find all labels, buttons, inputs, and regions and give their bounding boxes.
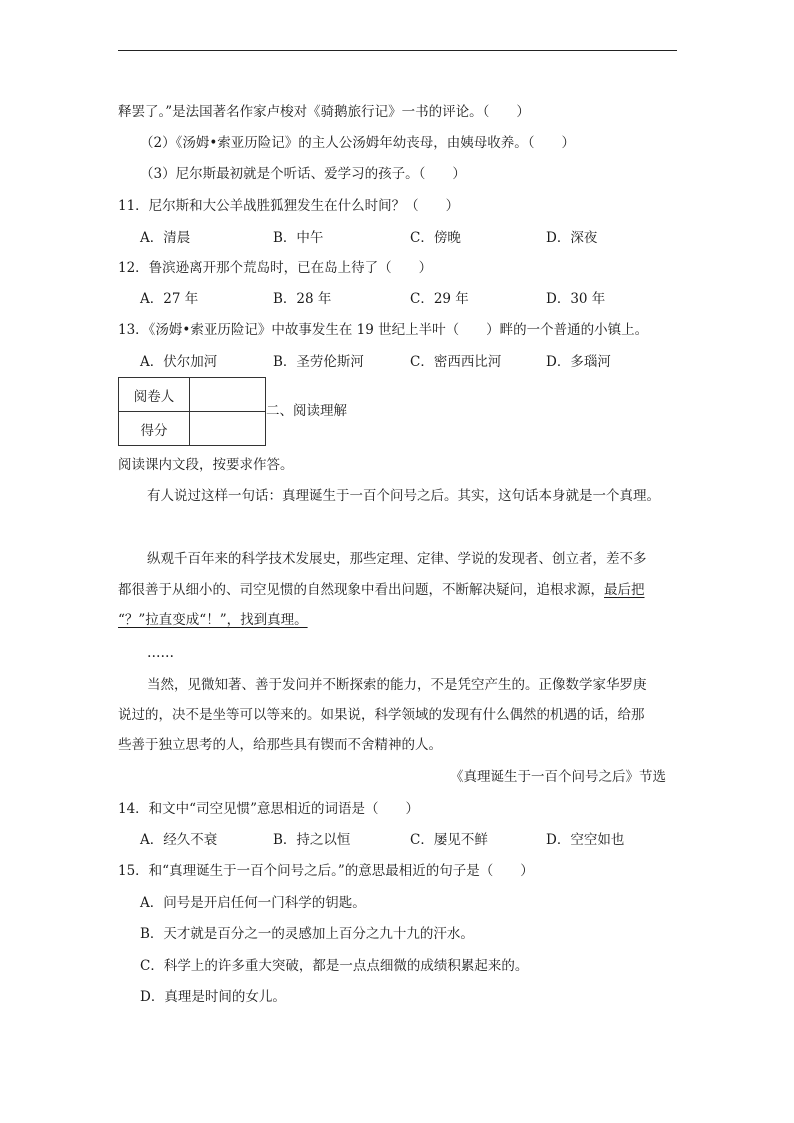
question-13-stem: 13．《汤姆•索亚历险记》中故事发生在 19 世纪上半叶（ ）畔的一个普通的小镇上。 xyxy=(118,322,649,338)
option-b: B．天才就是百分之一的灵感加上百分之九十九的汗水。 xyxy=(140,926,474,942)
option-a: A．清晨 xyxy=(140,230,191,246)
section-title: 二、阅读理解 xyxy=(266,403,347,419)
passage-paragraph-1: 有人说过这样一句话：真理诞生于一百个问号之后。其实，这句话本身就是一个真理。 xyxy=(147,488,660,504)
option-c: C．密西西比河 xyxy=(410,354,502,370)
option-c: C．29 年 xyxy=(410,291,469,307)
reviewer-label: 阅卷人 xyxy=(119,378,190,412)
option-b: B．28 年 xyxy=(273,291,332,307)
underlined-sentence: 最后把 xyxy=(604,582,645,598)
option-c: C．屡见不鲜 xyxy=(410,832,488,848)
question-item-3: （3）尼尔斯最初就是个听话、爱学习的孩子。（ ） xyxy=(140,166,466,182)
option-b: B．圣劳伦斯河 xyxy=(273,354,364,370)
option-d: D．真理是时间的女儿。 xyxy=(140,989,286,1005)
option-d: D．多瑙河 xyxy=(546,354,611,370)
option-d: D．30 年 xyxy=(546,291,606,307)
option-c: C．傍晚 xyxy=(410,230,461,246)
passage-paragraph-3-line: 说过的，决不是坐等可以等来的。如果说，科学领域的发现有什么偶然的机遇的话，给那 xyxy=(118,707,645,723)
question-item-2: （2）《汤姆•索亚历险记》的主人公汤姆年幼丧母，由姨母收养。（ ） xyxy=(140,135,576,151)
underlined-sentence: “？”拉直变成“！”，找到真理。 xyxy=(118,612,308,628)
question-15-stem: 15．和“真理诞生于一百个问号之后。”的意思最相近的句子是（ ） xyxy=(118,863,534,879)
header-rule xyxy=(118,50,677,51)
passage-source: 《真理诞生于一百个问号之后》节选 xyxy=(450,769,666,785)
option-a: A．经久不衰 xyxy=(140,832,218,848)
passage-paragraph-3: 当然，见微知著、善于发问并不断探索的能力，不是凭空产生的。正像数学家华罗庚 xyxy=(147,677,647,693)
instruction: 阅读课内文段，按要求作答。 xyxy=(118,457,294,473)
ellipsis: …… xyxy=(147,645,174,661)
score-label: 得分 xyxy=(119,412,190,446)
passage-text: 都很善于从细小的、司空见惯的自然现象中看出问题，不断解决疑问，追根求源， xyxy=(118,582,604,598)
score-field[interactable] xyxy=(190,412,266,446)
option-a: A．27 年 xyxy=(140,291,199,307)
passage-paragraph-2: 纵观千百年来的科学技术发展史，那些定理、定律、学说的发现者、创立者，差不多 xyxy=(147,551,647,567)
question-14-stem: 14．和文中“司空见惯”意思相近的词语是（ ） xyxy=(118,801,419,817)
question-11-stem: 11．尼尔斯和大公羊战胜狐狸发生在什么时间？（ ） xyxy=(118,198,460,214)
option-b: B．持之以恒 xyxy=(273,832,351,848)
passage-paragraph-3-line: 些善于独立思考的人，给那些具有锲而不舍精神的人。 xyxy=(118,737,442,753)
option-d: D．空空如也 xyxy=(546,832,625,848)
option-c: C．科学上的许多重大突破，都是一点点细微的成绩积累起来的。 xyxy=(140,958,529,974)
option-d: D．深夜 xyxy=(546,230,598,246)
reviewer-field[interactable] xyxy=(190,378,266,412)
option-a: A．伏尔加河 xyxy=(140,354,218,370)
score-table xyxy=(118,377,266,446)
option-a: A．问号是开启任何一门科学的钥匙。 xyxy=(140,895,366,911)
question-12-stem: 12．鲁滨逊离开那个荒岛时，已在岛上待了（ ） xyxy=(118,260,433,276)
option-b: B．中午 xyxy=(273,230,324,246)
text-line: 释罢了。”是法国著名作家卢梭对《骑鹅旅行记》一书的评论。（ ） xyxy=(118,104,530,120)
passage-paragraph-2-line xyxy=(118,580,645,600)
